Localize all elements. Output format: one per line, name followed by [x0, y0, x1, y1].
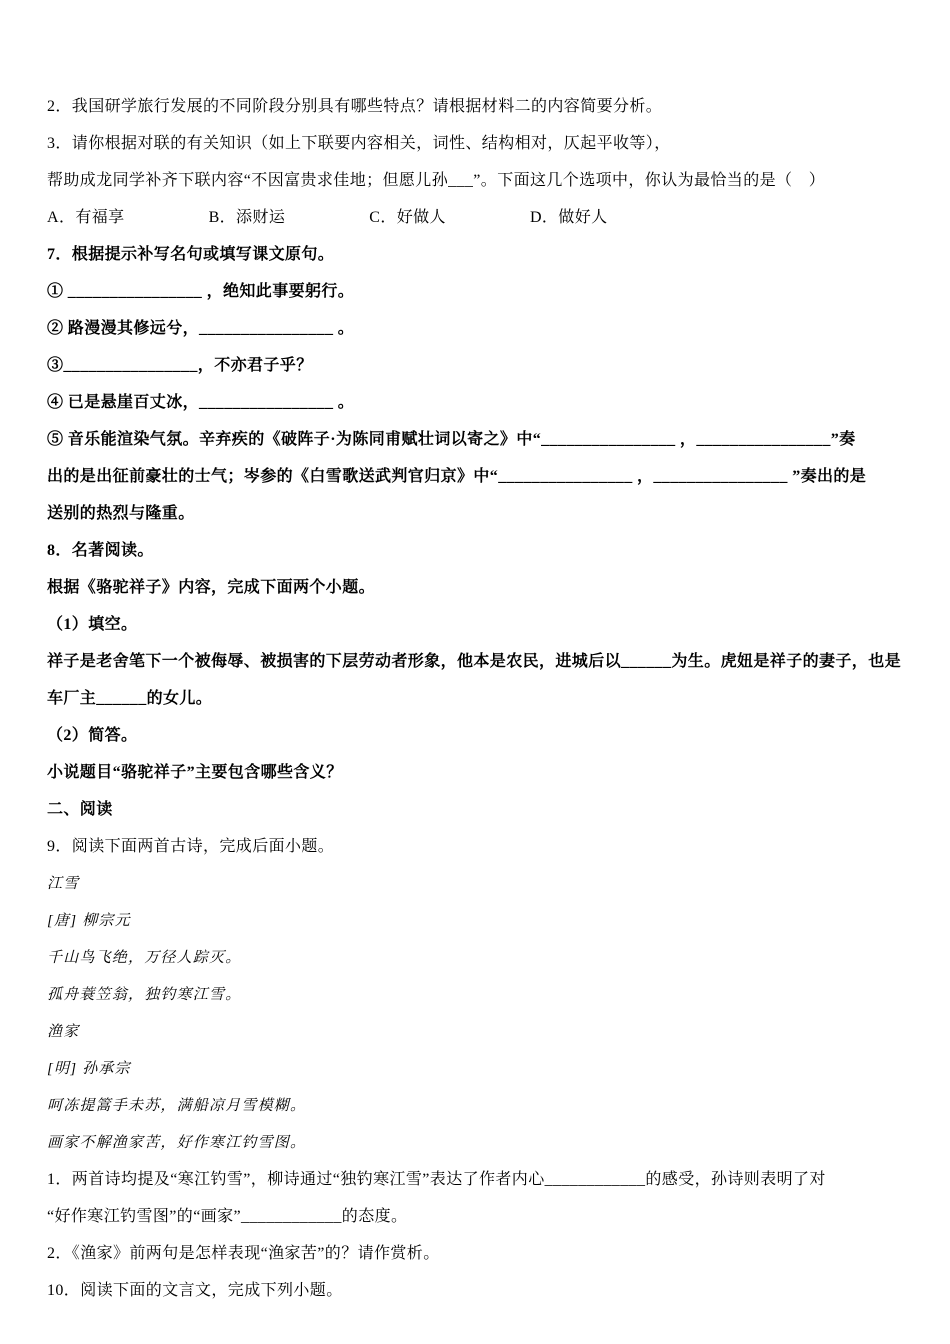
question-8-fill-line-1: 祥子是老舍笔下一个被侮辱、被损害的下层劳动者形象，他本是农民，进城后以______为生。虎妞是祥子的妻子，也是	[47, 653, 902, 670]
poem-2-author: [明] 孙承宗	[47, 1061, 131, 1077]
poem-1-author: [唐] 柳宗元	[47, 913, 131, 929]
question-7-blank-5-line-3: 送别的热烈与隆重。	[47, 505, 195, 522]
question-7-blank-1: ① ________________ ，绝知此事要躬行。	[47, 283, 355, 300]
question-7-blank-2: ② 路漫漫其修远兮，________________ 。	[47, 320, 355, 337]
question-7-blank-5-line-1: ⑤ 音乐能渲染气氛。辛弃疾的《破阵子·为陈同甫赋壮词以寄之》中“________________ ，________________”奏	[47, 431, 856, 448]
question-8-fill-line-2: 车厂主______的女儿。	[47, 690, 213, 707]
question-3-line-1: 3．请你根据对联的有关知识（如上下联要内容相关，词性、结构相对，仄起平收等），	[47, 135, 671, 152]
section-2-title: 二、阅读	[47, 801, 113, 818]
question-9-sub-1-line-2: “好作寒江钓雪图”的“画家”____________的态度。	[47, 1208, 408, 1225]
question-9-intro: 9．阅读下面两首古诗，完成后面小题。	[47, 838, 335, 855]
question-8-part-2-label: （2）简答。	[47, 727, 138, 744]
question-9-sub-1-line-1: 1．两首诗均提及“寒江钓雪”，柳诗通过“独钓寒江雪”表达了作者内心____________的感受，孙诗则表明了对	[47, 1171, 826, 1188]
option-c: C．好做人	[369, 209, 446, 226]
question-7-blank-3: ③________________，不亦君子乎？	[47, 357, 313, 374]
question-8-part-1-label: （1）填空。	[47, 616, 138, 633]
question-10-intro: 10．阅读下面的文言文，完成下列小题。	[47, 1282, 343, 1299]
option-a: A．有福享	[47, 209, 125, 226]
option-d: D．做好人	[529, 209, 608, 226]
option-b: B．添财运	[208, 209, 286, 226]
question-7-blank-5-line-2: 出的是出征前豪壮的士气；岑参的《白雪歌送武判官归京》中“________________ ，________________ ”奏出的是	[47, 468, 867, 485]
question-8-title: 8．名著阅读。	[47, 542, 154, 559]
poem-2-title: 渔家	[47, 1024, 80, 1040]
poem-1-line-2: 孤舟蓑笠翁，独钓寒江雪。	[47, 987, 242, 1003]
poem-2-line-1: 呵冻提篙手未苏，满船凉月雪模糊。	[47, 1098, 307, 1114]
question-7-blank-4: ④ 已是悬崖百丈冰，________________ 。	[47, 394, 355, 411]
question-9-sub-2: 2．《渔家》前两句是怎样表现“渔家苦”的？请作赏析。	[47, 1245, 440, 1262]
question-8-part-2-text: 小说题目“骆驼祥子”主要包含哪些含义？	[47, 764, 343, 781]
poem-1-title: 江雪	[47, 876, 80, 892]
question-3-line-2: 帮助成龙同学补齐下联内容“不因富贵求佳地；但愿儿孙___”。下面这几个选项中，你认为最恰当的是（ ）	[47, 172, 826, 189]
question-7-title: 7．根据提示补写名句或填写课文原句。	[47, 246, 335, 263]
question-2-text: 2．我国研学旅行发展的不同阶段分别具有哪些特点？请根据材料二的内容简要分析。	[47, 98, 663, 115]
couplet-options-row	[47, 207, 906, 229]
question-8-intro: 根据《骆驼祥子》内容，完成下面两个小题。	[47, 579, 376, 596]
poem-2-line-2: 画家不解渔家苦，好作寒江钓雪图。	[47, 1135, 307, 1151]
poem-1-line-1: 千山鸟飞绝，万径人踪灭。	[47, 950, 242, 966]
